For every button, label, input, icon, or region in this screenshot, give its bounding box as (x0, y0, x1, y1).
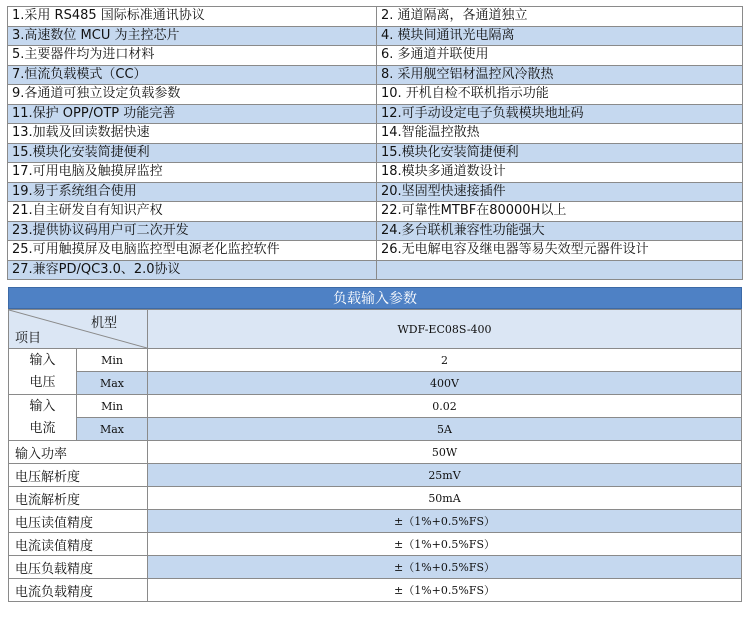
param-label: 电流负载精度 (9, 579, 148, 602)
feature-item: 18.模块多通道数设计 (377, 163, 743, 183)
feature-item: 15.模块化安装简捷便利 (377, 143, 743, 163)
params-header-cell (9, 310, 148, 349)
header-model-label: 机型 (90, 316, 117, 331)
param-row (9, 533, 742, 556)
feature-row (8, 124, 743, 144)
feature-row (8, 163, 743, 183)
feature-row (8, 65, 743, 85)
feature-item: 19.易于系统组合使用 (8, 182, 377, 202)
feature-item: 4. 模块间通讯光电隔离 (377, 26, 743, 46)
voltage-group-label (9, 349, 77, 395)
feature-item: 1.采用 RS485 国际标准通讯协议 (8, 7, 377, 27)
feature-item: 3.高速数位 MCU 为主控芯片 (8, 26, 377, 46)
current-max-row (9, 418, 742, 441)
voltage-label-line1: 输入 (29, 352, 56, 368)
current-min-value: 0.02 (148, 395, 742, 418)
feature-item: 6. 多通道并联使用 (377, 46, 743, 66)
voltage-min-value: 2 (148, 349, 742, 372)
feature-row (8, 104, 743, 124)
feature-item: 8. 采用舰空铝材温控风冷散热 (377, 65, 743, 85)
feature-row (8, 241, 743, 261)
feature-item: 21.自主研发自有知识产权 (8, 202, 377, 222)
feature-item: 14.智能温控散热 (377, 124, 743, 144)
feature-row (8, 221, 743, 241)
feature-item: 7.恒流负载模式（CC） (8, 65, 377, 85)
feature-item: 5.主要器件均为进口材料 (8, 46, 377, 66)
param-value: ±（1%+0.5%FS） (148, 533, 742, 556)
param-value: ±（1%+0.5%FS） (148, 579, 742, 602)
voltage-max-label: Max (77, 372, 148, 395)
params-table (8, 309, 742, 602)
param-label: 输入功率 (9, 441, 148, 464)
current-group-label (9, 395, 77, 441)
feature-row (8, 85, 743, 105)
feature-item: 13.加载及回读数据快速 (8, 124, 377, 144)
param-row (9, 441, 742, 464)
param-label: 电压负载精度 (9, 556, 148, 579)
feature-item: 27.兼容PD/QC3.0、2.0协议 (8, 260, 377, 280)
voltage-label-line2: 电压 (29, 374, 56, 390)
feature-row (8, 182, 743, 202)
param-label: 电压读值精度 (9, 510, 148, 533)
feature-item: 23.提供协议码用户可二次开发 (8, 221, 377, 241)
param-label: 电流解析度 (9, 487, 148, 510)
current-min-row (9, 395, 742, 418)
param-label: 电压解析度 (9, 464, 148, 487)
feature-row (8, 26, 743, 46)
feature-item: 22.可靠性MTBF在80000H以上 (377, 202, 743, 222)
param-value: 50mA (148, 487, 742, 510)
param-value: ±（1%+0.5%FS） (148, 556, 742, 579)
voltage-min-row (9, 349, 742, 372)
feature-item: 2. 通道隔离，各通道独立 (377, 7, 743, 27)
feature-row (8, 46, 743, 66)
current-max-label: Max (77, 418, 148, 441)
params-header-row (9, 310, 742, 349)
feature-item: 24.多台联机兼容性功能强大 (377, 221, 743, 241)
feature-item: 11.保护 OPP/OTP 功能完善 (8, 104, 377, 124)
param-row (9, 487, 742, 510)
features-table (7, 6, 743, 280)
voltage-max-value: 400V (148, 372, 742, 395)
param-row (9, 510, 742, 533)
model-name: WDF-EC08S-400 (148, 310, 742, 349)
voltage-max-row (9, 372, 742, 395)
feature-row (8, 143, 743, 163)
feature-item: 9.各通道可独立设定负载参数 (8, 85, 377, 105)
current-min-label: Min (77, 395, 148, 418)
feature-row (8, 7, 743, 27)
feature-item: 25.可用触摸屏及电脑监控型电源老化监控软件 (8, 241, 377, 261)
feature-item: 20.坚固型快速接插件 (377, 182, 743, 202)
param-value: 25mV (148, 464, 742, 487)
param-value: 50W (148, 441, 742, 464)
feature-item (377, 260, 743, 280)
feature-row (8, 260, 743, 280)
header-item-label: 项目 (15, 331, 42, 346)
feature-item: 12.可手动设定电子负载模块地址码 (377, 104, 743, 124)
feature-row (8, 202, 743, 222)
voltage-min-label: Min (77, 349, 148, 372)
feature-item: 26.无电解电容及继电器等易失效型元器件设计 (377, 241, 743, 261)
params-table-title: 负载输入参数 (8, 287, 742, 309)
param-row (9, 579, 742, 602)
feature-item: 15.模块化安装简捷便利 (8, 143, 377, 163)
current-label-line1: 输入 (29, 398, 56, 414)
param-value: ±（1%+0.5%FS） (148, 510, 742, 533)
current-max-value: 5A (148, 418, 742, 441)
feature-item: 10. 开机自检不联机指示功能 (377, 85, 743, 105)
feature-item: 17.可用电脑及触摸屏监控 (8, 163, 377, 183)
current-label-line2: 电流 (29, 420, 56, 436)
param-row (9, 556, 742, 579)
param-row (9, 464, 742, 487)
param-label: 电流读值精度 (9, 533, 148, 556)
